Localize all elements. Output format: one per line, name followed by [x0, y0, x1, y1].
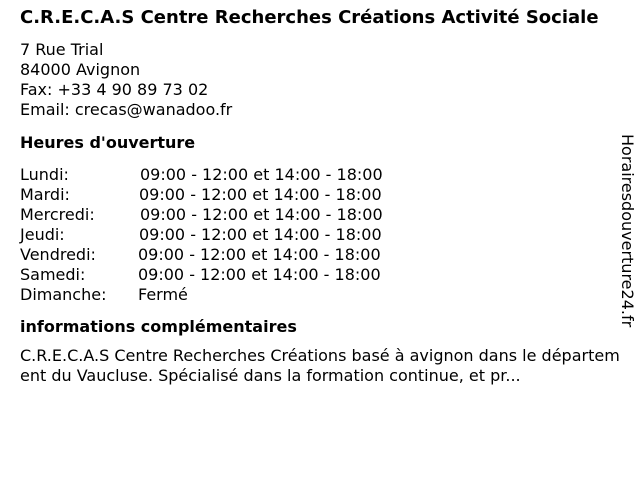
hours-row-friday	[20, 245, 610, 265]
day-label: Lundi:	[20, 165, 69, 184]
business-title: C.R.E.C.A.S Centre Recherches Créations Activité Sociale	[20, 7, 599, 28]
city-address: 84000 Avignon	[20, 60, 141, 79]
hours-value: 09:00 - 12:00 et 14:00 - 18:00	[140, 205, 383, 224]
day-label: Vendredi:	[20, 245, 96, 264]
fax-number: Fax: +33 4 90 89 73 02	[20, 80, 209, 99]
hours-row-tuesday	[20, 185, 610, 205]
info-heading: informations complémentaires	[20, 317, 297, 336]
info-description: C.R.E.C.A.S Centre Recherches Créations basé à avignon dans le département du Vaucluse. Spécialisé dans la formation continue, et pr...	[20, 346, 620, 385]
day-label: Samedi:	[20, 265, 86, 284]
hours-value: 09:00 - 12:00 et 14:00 - 18:00	[139, 225, 382, 244]
email-address: Email: crecas@wanadoo.fr	[20, 100, 233, 119]
hours-value: 09:00 - 12:00 et 14:00 - 18:00	[139, 185, 382, 204]
address-block	[20, 40, 610, 120]
hours-row-thursday	[20, 225, 610, 245]
hours-value: 09:00 - 12:00 et 14:00 - 18:00	[138, 245, 381, 264]
site-watermark: Horairesdouverture24.fr	[618, 134, 637, 328]
hours-row-wednesday	[20, 205, 610, 225]
hours-row-saturday	[20, 265, 610, 285]
hours-heading: Heures d'ouverture	[20, 133, 196, 152]
hours-value: 09:00 - 12:00 et 14:00 - 18:00	[138, 265, 381, 284]
day-label: Mercredi:	[20, 205, 95, 224]
hours-row-sunday	[20, 285, 610, 305]
hours-value: Fermé	[138, 285, 188, 304]
hours-value: 09:00 - 12:00 et 14:00 - 18:00	[140, 165, 383, 184]
hours-row-monday	[20, 165, 610, 185]
day-label: Mardi:	[20, 185, 70, 204]
day-label: Dimanche:	[20, 285, 107, 304]
opening-hours-table	[20, 165, 610, 305]
day-label: Jeudi:	[20, 225, 65, 244]
business-card	[20, 7, 620, 386]
street-address: 7 Rue Trial	[20, 40, 104, 59]
